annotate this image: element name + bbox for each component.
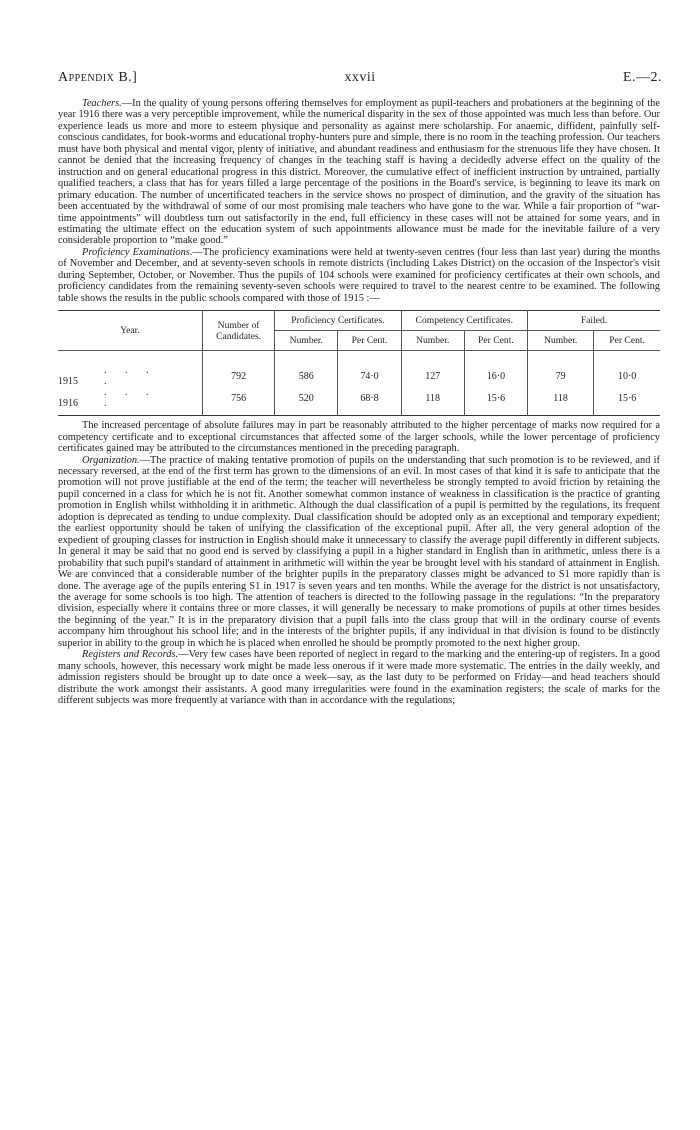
header-percent: Per Cent. bbox=[464, 331, 527, 351]
paragraph-text: —In the quality of young persons offering themselves for employment as pupil-teachers and probationers at the beginning of the year 1916 there was a very perceptible improvement, while the numerical disparity in the sex of those appointed was much less than before. Our experience leads us more and more to esteem physique and personality as against mere scholarship. For anaemic, diffident, painfully self-conscious candidates, for book-worms and educational trophy-hunters pure and simple, there is no room in the teaching profession. Our teachers must have both physical and mental vigor, plenty of initiative, and abundant readiness and enthusiasm for the strenuous life they have chosen. It cannot be denied that the increasing frequency of changes in the teaching staff is having a decidedly adverse effect on the quality of the instruction and on general educational progress in this district. Moreover, the cumulative effect of inefficient instruction by untrained, partially qualified teachers, a class that has for years filled a large percentage of the positions in the Board's service, is beginning to leave its mark on primary education. The number of uncertificated teachers in the service shows no prospect of diminution, and the gravity of the situation has been accentuated by the withdrawal of some of our most promising male teachers who have gone to the war. While a fair proportion of “war-time appointments” will doubtless turn out satisfactorily in the end, full efficiency in these cases will not be attained for some years, and in estimating the ultimate effect on the education system of such appointments allowance must be made for the inevitable failure of a very considerable proportion to “make good.” bbox=[58, 98, 660, 247]
paragraph-failures bbox=[58, 420, 660, 454]
row-comp-percent: 15·6 bbox=[464, 387, 527, 416]
row-fail-percent: 15·6 bbox=[594, 387, 660, 416]
row-prof-percent: 68·8 bbox=[338, 387, 401, 416]
row-fail-number: 79 bbox=[528, 365, 594, 387]
header-number: Number. bbox=[528, 331, 594, 351]
page-header bbox=[58, 70, 662, 90]
row-fail-number: 118 bbox=[528, 387, 594, 416]
row-comp-number: 127 bbox=[401, 365, 464, 387]
paragraph-lead: Teachers. bbox=[82, 98, 122, 109]
row-prof-number: 586 bbox=[275, 365, 338, 387]
row-fail-percent: 10·0 bbox=[594, 365, 660, 387]
row-year-cell bbox=[58, 387, 202, 416]
paragraph-text: —The proficiency examinations were held at twenty-seven centres (four less than last year) during the months of November and December, and at seventy-seven schools in remote districts (including Lakes District) on the occasion of the Inspector's visit during September, October, or November. Thus the pupils of 104 schools were examined for proficiency certificates at their own schools, and proficiency candidates from the remaining seventy-seven schools were required to travel to the nearest centre to be examined. The following table shows the results in the public schools compared with those of 1915 :— bbox=[58, 246, 661, 304]
header-competency: Competency Certificates. bbox=[401, 311, 527, 331]
header-percent: Per Cent. bbox=[338, 331, 401, 351]
paragraph-text: —The practice of making tentative promotion of pupils on the understanding that such promotion is to be reviewed, and if necessary reversed, at the end of the first term has grown to the dimensions of an evil. In most cases of that kind it is safe to anticipate that the promotion will not prove justifiable at the end of the term; the teacher will nevertheless be strongly tempted to avoid friction by retaining the pupil concerned in a class for which he is not fit. Another somewhat common instance of weakness in classification is the practice of granting promotion in English whilst withholding it in arithmetic. Although the dual classification of a pupil is permitted by the regulations, its frequent adoption is deprecated as tending to undue complexity. Dual classification should be adopted only as an exceptional and temporary expedient; the earliest opportunity should be taken of unifying the classification of the exceptional pupil. After all, the very general adoption of the expedient of grouping classes for instruction in English should make it unnecessary to classify the average pupil differently in different subjects. In general it may be said that no good end is served by classifying a pupil in a higher standard in English than in arithmetic, unless there is a probability that such pupil's standard of attainment in arithmetic will within the year be brought level with his standard of attainment in English. We are convinced that a considerable number of the brighter pupils in the preparatory classes might be advanced to S1 more rapidly than is done. The average age of the pupils entering S1 in 1917 is seven years and ten months. While the average for the district is not unsatisfactory, the average for some schools is too high. The attention of teachers is directed to the following passage in the regulations: “In the preparatory division, especially where it contains three or more classes, it will generally be necessary to make promotions of pupils at other times besides the beginning of the year.” It is in the preparatory division that a pupil falls into the class group that will in the ordinary course of events accompany him throughout his school life; and in the interests of the brighter pupils, if any individual in that division is found to be distinctly superior in ability to the group in which he is placed when enrolled he should be promptly promoted to the next higher group. bbox=[58, 454, 660, 649]
paragraph-text: —Very few cases have been reported of neglect in regard to the marking and the entering-up of registers. In a good many schools, however, this necessary work might be made less onerous if it were made more systematic. The entries in the daily weekly, and admission registers should be brought up to date once a week—say, as the last duty to be performed on Friday—and head teachers should distribute the work amongst their assistants. A good many irregularities were found in the examination registers; the scale of marks for the different subjects was more frequently at variance with than in accordance with the regulations; bbox=[58, 649, 661, 707]
paragraph-lead: Proficiency Examinations. bbox=[82, 246, 193, 258]
row-comp-percent: 16·0 bbox=[464, 365, 527, 387]
header-number: Number. bbox=[275, 331, 338, 351]
paragraph-lead: Organization. bbox=[82, 454, 140, 466]
paragraph-proficiency bbox=[58, 247, 660, 304]
paragraph-teachers bbox=[58, 98, 660, 247]
table-spacer bbox=[58, 351, 660, 366]
row-year: 1916 bbox=[58, 398, 78, 410]
header-candidates: Number of Candidates. bbox=[202, 311, 274, 351]
header-percent: Per Cent. bbox=[594, 331, 660, 351]
page-number: xxvii bbox=[344, 70, 376, 85]
paragraph-text: The increased percentage of absolute failures may in part be reasonably attributed to the higher percentage of marks now required for a competency certificate and to exceptional circumstances that affected some of the larger schools, while the lower percentage of proficiency certificates gained may be attributed to the circumstances mentioned in the preceding paragraph. bbox=[58, 420, 660, 455]
header-number: Number. bbox=[401, 331, 464, 351]
row-prof-number: 520 bbox=[275, 387, 338, 416]
appendix-label: Appendix B.] bbox=[58, 70, 138, 85]
document-body bbox=[58, 98, 660, 706]
header-year: Year. bbox=[58, 311, 202, 351]
row-candidates: 792 bbox=[202, 365, 274, 387]
table-row bbox=[58, 387, 660, 416]
row-year-cell bbox=[58, 365, 202, 387]
row-prof-percent: 74·0 bbox=[338, 365, 401, 387]
row-candidates: 756 bbox=[202, 387, 274, 416]
row-year: 1915 bbox=[58, 376, 78, 388]
document-code: E.—2. bbox=[622, 70, 662, 85]
paragraph-registers bbox=[58, 649, 660, 706]
leader-dots: . . . . bbox=[104, 365, 157, 388]
leader-dots: . . . . bbox=[104, 387, 157, 410]
header-proficiency: Proficiency Certificates. bbox=[275, 311, 401, 331]
results-table bbox=[58, 310, 660, 416]
paragraph-organization bbox=[58, 455, 660, 650]
table-row bbox=[58, 365, 660, 387]
header-failed: Failed. bbox=[528, 311, 660, 331]
row-comp-number: 118 bbox=[401, 387, 464, 416]
paragraph-lead: Registers and Records. bbox=[82, 649, 179, 661]
